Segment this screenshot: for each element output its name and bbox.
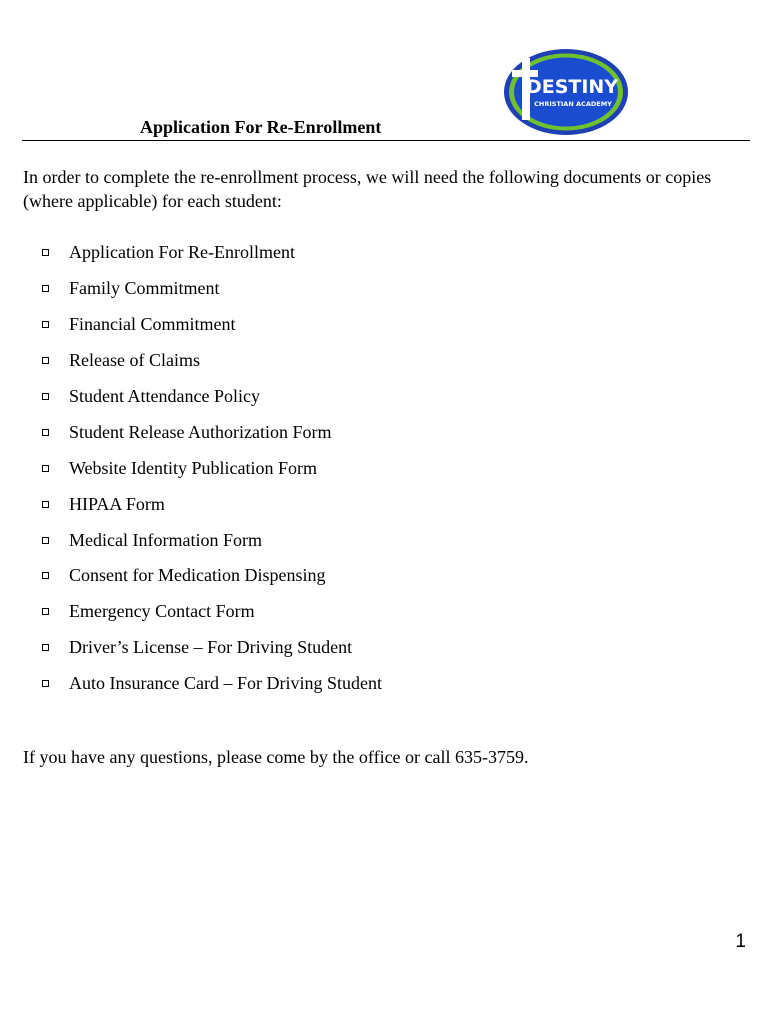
- checkbox-icon: [42, 572, 49, 579]
- list-item-label: Driver’s License – For Driving Student: [69, 637, 353, 658]
- document-title: Application For Re-Enrollment: [140, 117, 382, 137]
- checkbox-icon: [42, 537, 49, 544]
- list-item: [42, 594, 382, 630]
- list-item: [42, 271, 382, 307]
- checkbox-icon: [42, 429, 49, 436]
- list-item: [42, 666, 382, 702]
- list-item: [42, 307, 382, 343]
- title-divider: [22, 140, 750, 141]
- list-item: [42, 630, 382, 666]
- closing-note: If you have any questions, please come by the office or call 635-3759.: [23, 747, 529, 767]
- list-item-label: Auto Insurance Card – For Driving Student: [69, 673, 382, 694]
- checkbox-icon: [42, 608, 49, 615]
- list-item-label: Website Identity Publication Form: [69, 457, 318, 478]
- checkbox-icon: [42, 680, 49, 687]
- list-item-label: Release of Claims: [69, 350, 200, 371]
- list-item-label: Student Release Authorization Form: [69, 421, 332, 442]
- list-item: [42, 414, 382, 450]
- checkbox-icon: [42, 501, 49, 508]
- list-item: [42, 522, 382, 558]
- school-logo: [500, 46, 632, 138]
- list-item: [42, 558, 382, 594]
- logo-name: DESTINY: [525, 76, 619, 98]
- page-number: 1: [735, 931, 746, 952]
- checkbox-icon: [42, 285, 49, 292]
- list-item-label: Student Attendance Policy: [69, 386, 260, 406]
- intro-paragraph: In order to complete the re-enrollment process, we will need the following documents or copies (where applicable) for each student:: [23, 167, 712, 211]
- checkbox-icon: [42, 644, 49, 651]
- checkbox-icon: [42, 249, 49, 256]
- list-item-label: Emergency Contact Form: [69, 601, 255, 622]
- list-item: [42, 343, 382, 379]
- list-item-label: Application For Re-Enrollment: [69, 242, 295, 263]
- checkbox-icon: [42, 465, 49, 472]
- list-item: [42, 486, 382, 522]
- document-checklist: [42, 235, 382, 702]
- list-item-label: Family Commitment: [69, 278, 220, 299]
- checkbox-icon: [42, 393, 49, 400]
- logo-subtitle: CHRISTIAN ACADEMY: [534, 100, 612, 108]
- checkbox-icon: [42, 321, 49, 328]
- list-item: [42, 379, 382, 415]
- checkbox-icon: [42, 357, 49, 364]
- list-item-label: Financial Commitment: [69, 314, 236, 335]
- list-item-label: Medical Information Form: [69, 529, 262, 550]
- list-item: [42, 235, 382, 271]
- list-item-label: Consent for Medication Dispensing: [69, 565, 326, 586]
- list-item: [42, 450, 382, 486]
- list-item-label: HIPAA Form: [69, 493, 165, 514]
